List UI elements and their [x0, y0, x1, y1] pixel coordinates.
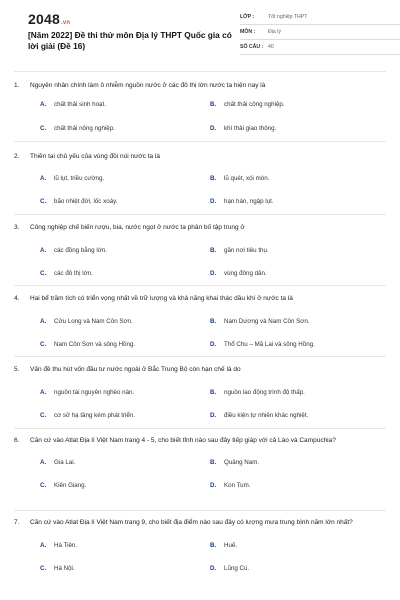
- option-b[interactable]: [210, 459, 380, 466]
- option-text: lũ lụt, triều cường.: [54, 175, 105, 182]
- divider: [14, 285, 386, 286]
- option-text: Huế.: [224, 542, 238, 549]
- option-a[interactable]: [40, 542, 210, 549]
- option-c[interactable]: [40, 198, 210, 205]
- option-text: các đồng bằng lớn.: [54, 247, 107, 254]
- question-number: 1.: [14, 82, 20, 89]
- option-c[interactable]: [40, 412, 210, 419]
- option-letter: D.: [210, 270, 217, 277]
- question-4: [14, 293, 386, 348]
- option-text: Gia Lai.: [54, 459, 76, 466]
- option-letter: D.: [210, 341, 217, 348]
- option-b[interactable]: [210, 542, 380, 549]
- option-a[interactable]: [40, 389, 210, 396]
- option-text: chất thải công nghiệp.: [224, 101, 285, 108]
- option-letter: B.: [210, 459, 217, 466]
- question-text: [14, 517, 386, 528]
- option-letter: C.: [40, 412, 47, 419]
- option-letter: A.: [40, 318, 47, 325]
- option-letter: B.: [210, 318, 217, 325]
- option-text: Nam Dương và Nam Côn Sơn.: [224, 318, 310, 325]
- option-b[interactable]: [210, 389, 380, 396]
- exam-meta-table: [240, 10, 400, 55]
- question-number: 4.: [14, 295, 20, 302]
- exam-title: [Năm 2022] Đề thi thử môn Địa lý THPT Quốc gia có lời giải (Đề 16): [28, 30, 232, 51]
- option-letter: C.: [40, 565, 47, 572]
- option-letter: C.: [40, 270, 47, 277]
- question-7: [14, 517, 386, 572]
- option-letter: C.: [40, 341, 47, 348]
- option-letter: A.: [40, 101, 47, 108]
- question-text: [14, 222, 386, 233]
- option-text: chất thải sinh hoạt.: [54, 101, 106, 108]
- option-d[interactable]: [210, 198, 380, 205]
- option-letter: B.: [210, 175, 217, 182]
- question-text: [14, 364, 386, 375]
- question-number: 5.: [14, 366, 20, 373]
- question-number: 2.: [14, 153, 20, 160]
- option-text: Hà Tiên.: [54, 542, 78, 549]
- question-text: [14, 80, 386, 91]
- option-text: Kon Tum.: [224, 482, 251, 489]
- option-letter: B.: [210, 389, 217, 396]
- question-1: [14, 80, 386, 132]
- question-number: 3.: [14, 224, 20, 231]
- option-text: Cửu Long và Nam Côn Sơn.: [54, 318, 133, 325]
- option-text: chất thải nông nghiệp.: [54, 125, 115, 132]
- option-text: bão nhiệt đới, lốc xoáy.: [54, 198, 118, 205]
- option-a[interactable]: [40, 175, 210, 182]
- option-letter: A.: [40, 175, 47, 182]
- option-letter: D.: [210, 565, 217, 572]
- option-letter: A.: [40, 247, 47, 254]
- divider: [14, 356, 386, 357]
- option-text: vùng đông dân.: [224, 270, 267, 277]
- option-c[interactable]: [40, 125, 210, 132]
- divider: [14, 71, 386, 72]
- option-letter: C.: [40, 125, 47, 132]
- option-c[interactable]: [40, 482, 210, 489]
- meta-row-subject: [240, 25, 400, 40]
- site-logo[interactable]: [28, 11, 70, 27]
- question-2: [14, 151, 386, 205]
- option-d[interactable]: [210, 125, 380, 132]
- question-5: [14, 364, 386, 419]
- option-c[interactable]: [40, 341, 210, 348]
- option-a[interactable]: [40, 247, 210, 254]
- question-body: Căn cứ vào Atlat Địa lí Việt Nam trang 9, cho biết địa điểm nào sau đây có lượng mưa trung bình năm lớn nhất?: [30, 519, 353, 526]
- divider: [14, 214, 386, 215]
- option-letter: B.: [210, 101, 217, 108]
- option-text: Quảng Nam.: [224, 459, 260, 466]
- option-text: Lũng Cú.: [224, 565, 250, 572]
- question-3: [14, 222, 386, 277]
- option-b[interactable]: [210, 318, 380, 325]
- option-c[interactable]: [40, 270, 210, 277]
- option-text: các đô thị lớn.: [54, 270, 93, 277]
- option-d[interactable]: [210, 565, 380, 572]
- option-letter: D.: [210, 198, 217, 205]
- logo-text: 2048: [28, 11, 60, 27]
- meta-value: Địa lý: [268, 29, 281, 35]
- option-text: nguồn lao động trình độ thấp.: [224, 389, 305, 396]
- logo-suffix: .vn: [60, 20, 71, 26]
- option-a[interactable]: [40, 101, 210, 108]
- question-number: 6.: [14, 437, 20, 444]
- question-body: Căn cứ vào Atlat Địa lí Việt Nam trang 4 - 5, cho biết tỉnh nào sau đây tiếp giáp với cả Lào và Campuchia?: [30, 437, 336, 444]
- divider: [14, 428, 386, 429]
- exam-header: [14, 0, 386, 66]
- option-letter: B.: [210, 247, 217, 254]
- option-c[interactable]: [40, 565, 210, 572]
- meta-row-class: [240, 10, 400, 25]
- question-number: 7.: [14, 519, 20, 526]
- option-letter: D.: [210, 125, 217, 132]
- option-text: lũ quét, xói mòn.: [224, 175, 270, 182]
- option-d[interactable]: [210, 482, 380, 489]
- divider: [14, 510, 386, 511]
- option-d[interactable]: [210, 270, 380, 277]
- question-text: [14, 435, 386, 446]
- option-letter: D.: [210, 482, 217, 489]
- option-letter: C.: [40, 198, 47, 205]
- option-b[interactable]: [210, 247, 380, 254]
- option-text: gần nơi tiêu thụ.: [224, 247, 269, 254]
- meta-label: LỚP :: [240, 14, 255, 20]
- option-text: hạn hán, ngập lụt.: [224, 198, 274, 205]
- option-b[interactable]: [210, 175, 380, 182]
- option-text: cơ sở hạ tầng kém phát triển.: [54, 412, 136, 419]
- option-a[interactable]: [40, 459, 210, 466]
- meta-value: 40: [268, 44, 274, 50]
- question-6: [14, 435, 386, 489]
- option-letter: A.: [40, 389, 47, 396]
- option-text: điều kiện tự nhiên khác nghiệt.: [224, 412, 309, 419]
- option-letter: D.: [210, 412, 217, 419]
- question-body: Hai bể trầm tích có triển vọng nhất về trữ lượng và khả năng khai thác dầu khí ở nước ta là: [30, 295, 293, 302]
- question-body: Nguyên nhân chính làm ô nhiễm nguồn nước ở các đô thị lớn nước ta hiện nay là: [30, 82, 266, 89]
- option-text: khí thải giao thông.: [224, 125, 277, 132]
- option-letter: B.: [210, 542, 217, 549]
- divider: [14, 141, 386, 142]
- option-text: Nam Côn Sơn và sông Hồng.: [54, 341, 136, 348]
- question-text: [14, 293, 386, 304]
- question-body: Vấn đề thu hút vốn đầu tư nước ngoài ở Bắc Trung Bộ còn hạn chế là do: [30, 366, 241, 373]
- option-letter: C.: [40, 482, 47, 489]
- option-d[interactable]: [210, 412, 380, 419]
- option-text: Kiên Giang.: [54, 482, 87, 489]
- option-letter: A.: [40, 459, 47, 466]
- question-body: Thiên tai chủ yếu của vùng đồi núi nước ta là: [30, 153, 161, 160]
- meta-value: Tốt nghiệp THPT: [268, 14, 308, 20]
- meta-label: MÔN :: [240, 29, 256, 35]
- option-text: Hà Nội.: [54, 565, 75, 572]
- option-letter: A.: [40, 542, 47, 549]
- option-a[interactable]: [40, 318, 210, 325]
- option-d[interactable]: [210, 341, 380, 348]
- option-b[interactable]: [210, 101, 380, 108]
- meta-label: SỐ CÂU :: [240, 44, 264, 50]
- meta-row-count: [240, 40, 400, 55]
- option-text: nguồn tài nguyên nghèo nàn.: [54, 389, 135, 396]
- option-text: Thổ Chu – Mã Lai và sông Hồng.: [224, 341, 315, 348]
- question-text: [14, 151, 386, 162]
- question-body: Công nghiệp chế biến rượu, bia, nước ngọt ở nước ta phân bố tập trung ở: [30, 224, 245, 231]
